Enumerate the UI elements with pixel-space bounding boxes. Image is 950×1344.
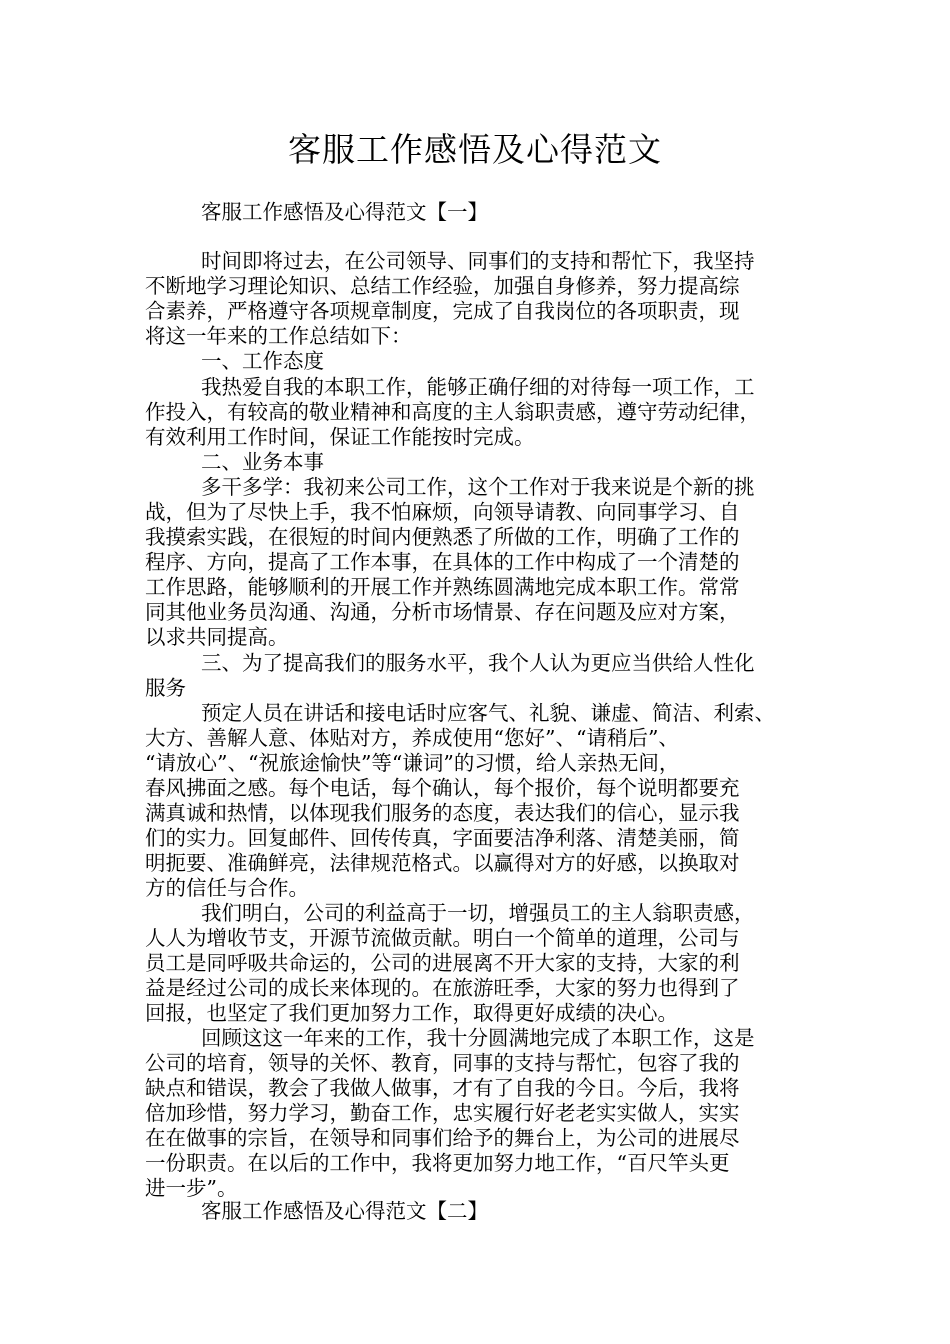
text-line: 工作思路，能够顺利的开展工作并熟练圆满地完成本职工作。常常 bbox=[145, 575, 740, 599]
text-line: 人人为增收节支，开源节流做贡献。明白一个简单的道理，公司与 bbox=[145, 926, 740, 950]
text-line: 方的信任与合作。 bbox=[145, 876, 309, 900]
section-heading-two: 客服工作感悟及心得范文【二】 bbox=[201, 1199, 488, 1223]
text-line: 我摸索实践，在很短的时间内便熟悉了所做的工作，明确了工作的 bbox=[145, 525, 740, 549]
text-line: 合素养，严格遵守各项规章制度，完成了自我岗位的各项职责，现 bbox=[145, 299, 740, 323]
text-line: 满真诚和热情，以体现我们服务的态度，表达我们的信心，显示我 bbox=[145, 801, 740, 825]
text-line: 多干多学：我初来公司工作，这个工作对于我来说是个新的挑 bbox=[201, 475, 755, 499]
text-line: 员工是同呼吸共命运的，公司的进展离不开大家的支持，大家的利 bbox=[145, 951, 740, 975]
text-line: 将这一年来的工作总结如下： bbox=[145, 324, 412, 348]
text-line: 回顾这这一年来的工作，我十分圆满地完成了本职工作，这是 bbox=[201, 1026, 755, 1050]
text-line: 服务 bbox=[145, 676, 186, 700]
text-line: 同其他业务员沟通、沟通，分析市场情景、存在问题及应对方案， bbox=[145, 600, 740, 624]
subheading-work-attitude: 一、工作态度 bbox=[201, 349, 324, 373]
text-line: 我热爱自我的本职工作，能够正确仔细的对待每一项工作，工 bbox=[201, 375, 755, 399]
text-line: 我们明白，公司的利益高于一切，增强员工的主人翁职责感， bbox=[201, 901, 755, 925]
text-line: 预定人员在讲话和接电话时应客气、礼貌、谦虚、简洁、利索、 bbox=[201, 701, 775, 725]
text-line: 们的实力。回复邮件、回传传真，字面要洁净利落、清楚美丽，简 bbox=[145, 826, 740, 850]
text-line: 大方、善解人意、体贴对方，养成使用“您好”、“请稍后”、 bbox=[145, 726, 679, 750]
text-line: 不断地学习理论知识、总结工作经验，加强自身修养，努力提高综 bbox=[145, 274, 740, 298]
text-line: 春风拂面之感。每个电话，每个确认，每个报价，每个说明都要充 bbox=[145, 776, 740, 800]
text-line: 进一步”。 bbox=[145, 1176, 238, 1200]
text-line: 益是经过公司的成长来体现的。在旅游旺季，大家的努力也得到了 bbox=[145, 976, 740, 1000]
text-line: 有效利用工作时间，保证工作能按时完成。 bbox=[145, 425, 535, 449]
text-line: 一份职责。在以后的工作中，我将更加努力地工作，“百尺竿头更 bbox=[145, 1151, 730, 1175]
text-line: “请放心”、“祝旅途愉快”等“谦词”的习惯，给人亲热无间， bbox=[145, 751, 680, 775]
text-line: 回报，也坚定了我们更加努力工作，取得更好成绩的决心。 bbox=[145, 1001, 678, 1025]
text-line: 作投入，有较高的敬业精神和高度的主人翁职责感，遵守劳动纪律， bbox=[145, 400, 760, 424]
text-line: 时间即将过去，在公司领导、同事们的支持和帮忙下，我坚持 bbox=[201, 249, 755, 273]
text-line: 公司的培育，领导的关怀、教育，同事的支持与帮忙，包容了我的 bbox=[145, 1051, 740, 1075]
text-line: 在在做事的宗旨，在领导和同事们给予的舞台上，为公司的进展尽 bbox=[145, 1126, 740, 1150]
text-line: 程序、方向，提高了工作本事，在具体的工作中构成了一个清楚的 bbox=[145, 550, 740, 574]
subheading-business-ability: 二、业务本事 bbox=[201, 450, 324, 474]
text-line: 缺点和错误，教会了我做人做事，才有了自我的今日。今后，我将 bbox=[145, 1076, 740, 1100]
section-heading-one: 客服工作感悟及心得范文【一】 bbox=[201, 200, 488, 224]
text-line: 以求共同提高。 bbox=[145, 625, 289, 649]
text-line: 倍加珍惜，努力学习，勤奋工作，忠实履行好老老实实做人，实实 bbox=[145, 1101, 740, 1125]
document-title: 客服工作感悟及心得范文 bbox=[288, 130, 662, 169]
text-line: 明扼要、准确鲜亮，法律规范格式。以赢得对方的好感，以换取对 bbox=[145, 851, 740, 875]
subheading-service-level: 三、为了提高我们的服务水平，我个人认为更应当供给人性化 bbox=[201, 651, 755, 675]
text-line: 战，但为了尽快上手，我不怕麻烦，向领导请教、向同事学习、自 bbox=[145, 500, 740, 524]
